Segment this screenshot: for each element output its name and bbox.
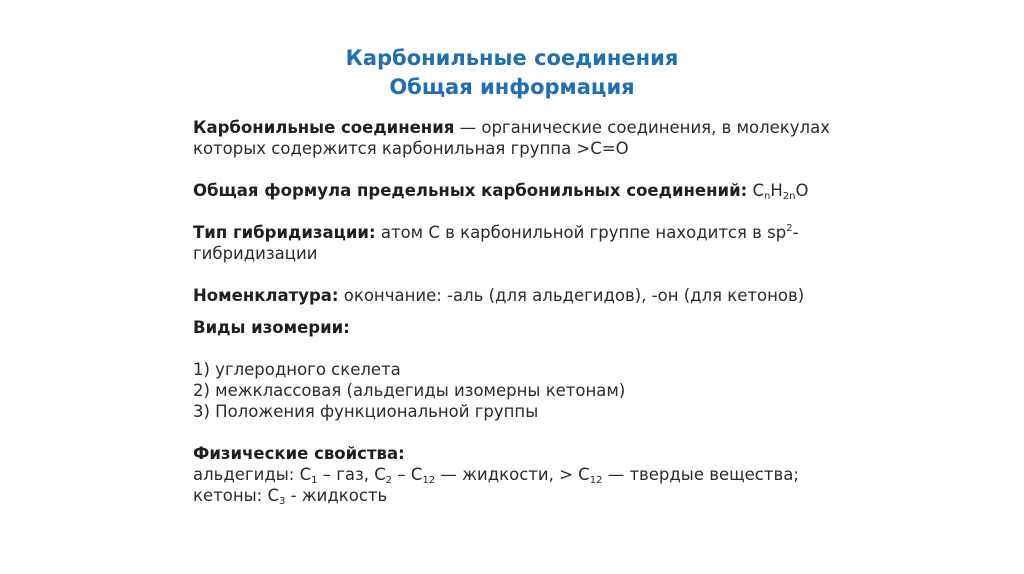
hybridization-text-2: -гибридизации (193, 223, 799, 263)
definition-term: Карбонильные соединения (193, 118, 455, 137)
definition-text: — органические соединения, в молекулах которых содержится карбонильная группа >C=O (193, 118, 830, 158)
isomerism-item-3: 3) Положения функциональной группы (193, 402, 539, 421)
physical-aldehydes (193, 464, 873, 485)
sub-12a: 12 (422, 475, 436, 486)
slide-content (193, 117, 873, 506)
hybridization-paragraph (193, 222, 873, 264)
nomenclature-label: Номенклатура: (193, 286, 339, 305)
isomerism-item-2: 2) межклассовая (альдегиды изомерны кетонам) (193, 381, 626, 400)
formula-value (752, 181, 808, 200)
formula-c: C (752, 181, 765, 200)
isomerism-label: Виды изомерии: (193, 318, 350, 337)
nomenclature-paragraph (193, 285, 873, 306)
hybridization-text: атом C в карбонильной группе находится в sp (375, 223, 787, 242)
aldehydes-text-3: — жидкости, > C (435, 465, 590, 484)
hybridization-sup: 2 (786, 223, 793, 234)
title-line-2: Общая информация (389, 75, 635, 99)
title-line-1: Карбонильные соединения (345, 46, 679, 70)
aldehydes-prefix: альдегиды: C (193, 465, 312, 484)
formula-sub-n: n (764, 191, 771, 202)
definition-paragraph (193, 117, 873, 159)
physical-label: Физические свойства: (193, 444, 405, 463)
formula-sub-2n: 2n (782, 191, 796, 202)
sub-1: 1 (311, 475, 318, 486)
physical-ketones (193, 485, 873, 506)
nomenclature-text: окончание: -аль (для альдегидов), -он (для кетонов) (338, 286, 805, 305)
sub-12b: 12 (589, 475, 603, 486)
formula-label: Общая формула предельных карбонильных соединений: (193, 181, 748, 200)
formula-o: O (795, 181, 809, 200)
aldehydes-text-4: — твердые вещества; (602, 465, 799, 484)
sub-3: 3 (278, 496, 286, 507)
isomerism-heading (193, 317, 873, 338)
ketones-text: - жидкость (285, 486, 388, 505)
physical-heading (193, 443, 873, 464)
formula-paragraph (193, 180, 873, 201)
aldehydes-text-2: – C (392, 465, 423, 484)
aldehydes-text-1: – газ, C (317, 465, 386, 484)
sub-2: 2 (385, 475, 393, 486)
formula-h: H (770, 181, 783, 200)
hybridization-label: Тип гибридизации: (193, 223, 376, 242)
ketones-prefix: кетоны: C (193, 486, 279, 505)
slide-title (0, 44, 1024, 102)
isomerism-item-1: 1) углеродного скелета (193, 360, 401, 379)
